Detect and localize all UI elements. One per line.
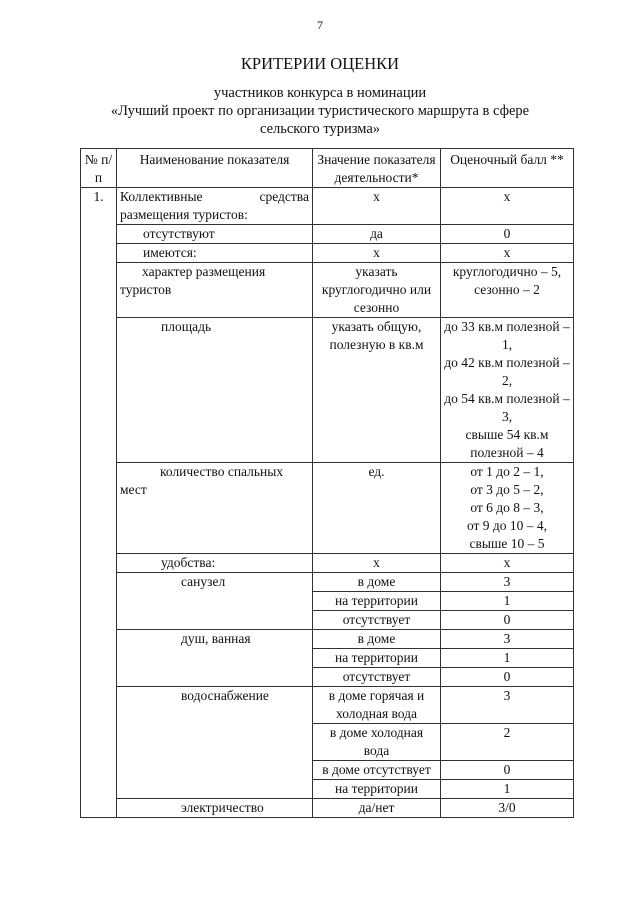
header-name: Наименование показателя	[117, 149, 313, 188]
row-name-amenities: удобства:	[117, 554, 313, 573]
row-value: на территории	[313, 649, 441, 668]
row-score: 3	[441, 687, 574, 724]
row-value: х	[313, 244, 441, 263]
score-line: до 54 кв.м полезной – 3,	[444, 391, 570, 424]
row-score: 1	[441, 592, 574, 611]
row-name-shower: душ, ванная	[117, 630, 313, 687]
score-line: до 42 кв.м полезной – 2,	[444, 355, 570, 388]
row-score: 1	[441, 780, 574, 799]
row-value: отсутствует	[313, 668, 441, 687]
row-name-bathroom: санузел	[117, 573, 313, 630]
page-title: КРИТЕРИИ ОЦЕНКИ	[240, 54, 400, 73]
score-line: от 9 до 10 – 4,	[466, 518, 548, 533]
row-value: на территории	[313, 592, 441, 611]
row-value: в доме отсутствует	[313, 761, 441, 780]
table-row	[81, 554, 574, 573]
score-line: круглогодично – 5,	[452, 264, 562, 279]
table-row	[81, 687, 574, 724]
row-score: х	[441, 188, 574, 225]
score-line: свыше 10 – 5	[469, 536, 545, 551]
row-value: в доме горячая и холодная вода	[313, 687, 441, 724]
table-row	[81, 573, 574, 592]
row-score: 3	[441, 630, 574, 649]
row-score: 3/0	[441, 799, 574, 818]
row-score: 0	[441, 611, 574, 630]
row-value: в доме	[313, 573, 441, 592]
row-score: 1	[441, 649, 574, 668]
table-row	[81, 244, 574, 263]
row-name-area: площадь	[117, 318, 313, 463]
table-row	[81, 799, 574, 818]
row-value: да	[313, 225, 441, 244]
table-row	[81, 225, 574, 244]
row-number: 1.	[81, 188, 117, 818]
row-value: х	[313, 188, 441, 225]
row-value: в доме	[313, 630, 441, 649]
row-name-water-supply: водоснабжение	[117, 687, 313, 799]
subtitle-line-3: сельского туризма»	[259, 121, 381, 137]
row-value: да/нет	[313, 799, 441, 818]
row-value: отсутствует	[313, 611, 441, 630]
row-score: 3	[441, 573, 574, 592]
table-row	[81, 263, 574, 318]
row-value: указать круглогодично или сезонно	[313, 263, 441, 318]
row-name-beds: количество спальных мест	[117, 463, 313, 554]
subtitle-line-2: «Лучший проект по организации туристического маршрута в сфере	[110, 103, 530, 119]
row-score: 0	[441, 761, 574, 780]
row-score: х	[441, 244, 574, 263]
score-line: до 33 кв.м полезной – 1,	[444, 319, 570, 352]
row-score: 0	[441, 225, 574, 244]
row-value: ед.	[313, 463, 441, 554]
score-line: свыше 54 кв.м полезной – 4	[465, 427, 549, 460]
table-row	[81, 188, 574, 225]
header-value: Значение показателя деятельности*	[313, 149, 441, 188]
row-name-present: имеются:	[117, 244, 313, 263]
table-header-row	[81, 149, 574, 188]
row-value: на территории	[313, 780, 441, 799]
row-score	[441, 318, 574, 463]
row-name-collective: Коллективные средства размещения туристов:	[117, 188, 313, 225]
table-row	[81, 318, 574, 463]
row-value: указать общую, полезную в кв.м	[313, 318, 441, 463]
criteria-table	[80, 148, 574, 818]
page-number: 7	[317, 18, 323, 32]
table-row	[81, 630, 574, 649]
subtitle-line-1: участников конкурса в номинации	[213, 85, 427, 101]
row-value: в доме холодная вода	[313, 724, 441, 761]
score-line: от 6 до 8 – 3,	[470, 500, 544, 515]
score-line: от 1 до 2 – 1,	[470, 464, 544, 479]
row-score: х	[441, 554, 574, 573]
header-num: № п/п	[81, 149, 117, 188]
score-line: сезонно – 2	[474, 282, 540, 297]
header-score: Оценочный балл **	[441, 149, 574, 188]
row-name-accommodation-type: характер размещения туристов	[117, 263, 313, 318]
row-score	[441, 463, 574, 554]
row-name-electricity: электричество	[117, 799, 313, 818]
row-score	[441, 263, 574, 318]
table-row	[81, 463, 574, 554]
row-value: х	[313, 554, 441, 573]
row-score: 2	[441, 724, 574, 761]
row-name-absent: отсутствуют	[117, 225, 313, 244]
row-score: 0	[441, 668, 574, 687]
score-line: от 3 до 5 – 2,	[470, 482, 544, 497]
